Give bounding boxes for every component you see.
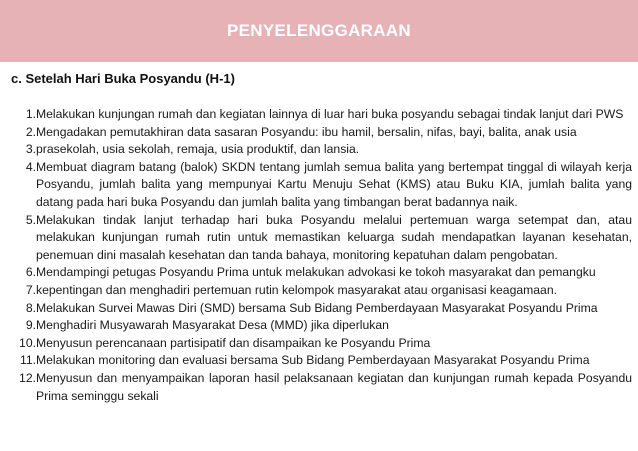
list-item: [14, 300, 632, 318]
list-item-number: 1.: [25, 107, 36, 121]
list-item-text: kepentingan dan menghadiri pertemuan rutin kelompok masyarakat atau organisasi keagamaan.: [36, 282, 557, 297]
list-item-text: Melakukan Survei Mawas Diri (SMD) bersama Sub Bidang Pemberdayaan Masyarakat Posyandu Prima: [36, 300, 598, 315]
list-item-text: prasekolah, usia sekolah, remaja, usia produktif, dan lansia.: [36, 142, 360, 157]
list-item-text: Melakukan kunjungan rumah dan kegiatan lainnya di luar hari buka posyandu sebagai tindak lanjut dari PWS: [36, 107, 624, 121]
list-item-text: Mengadakan pemutakhiran data sasaran Posyandu: ibu hamil, bersalin, nifas, bayi, balita, anak usia: [36, 124, 577, 139]
list-item-text: Membuat diagram batang (balok) SKDN tentang jumlah semua balita yang bertempat tinggal di wilayah kerja Posyandu, jumlah balita yang mempunyai Kartu Menuju Sehat (KMS) atau Buku KIA, jumlah balita yang datang pada hari buka Posyandu dan jumlah balita yang timbangan berat badannya naik.: [36, 159, 632, 209]
list-item-text: Menyusun dan menyampaikan laporan hasil pelaksanaan kegiatan dan kunjungan rumah kepada Posyandu Prima seminggu sekali: [36, 370, 632, 403]
list-item: [14, 370, 632, 405]
section-subheading: c. Setelah Hari Buka Posyandu (H-1): [11, 71, 235, 86]
list-item-number: 3.: [25, 142, 36, 157]
list-item: [14, 282, 632, 300]
list-item: [14, 335, 632, 353]
list-item: [14, 106, 632, 124]
list-item-number: 7.: [25, 282, 36, 297]
list-item-number: 8.: [25, 300, 36, 315]
list-item: [14, 159, 632, 212]
list-item: [14, 141, 632, 159]
list-item-text: Melakukan tindak lanjut terhadap hari buka Posyandu melalui pertemuan warga setempat dan, atau melakukan kunjungan rumah rutin untuk memastikan keluarga sudah mendapatkan layanan kesehatan, penemuan dini masalah kesehatan dan tanda bahaya, monitoring kepatuhan dalam pengobatan.: [36, 212, 632, 262]
activity-list: [14, 106, 632, 405]
list-item-number: 4.: [25, 159, 36, 174]
page-title: PENYELENGGARAAN: [227, 21, 411, 40]
list-item: [14, 317, 632, 335]
list-item-text: Melakukan monitoring dan evaluasi bersama Sub Bidang Pemberdayaan Masyarakat Posyandu Prima: [36, 353, 590, 368]
list-item-number: 6.: [25, 265, 36, 280]
header-bar: [0, 0, 638, 62]
list-item: [14, 352, 632, 370]
list-item: [14, 124, 632, 142]
list-item-number: 9.: [25, 318, 36, 333]
list-item-text: Mendampingi petugas Posyandu Prima untuk melakukan advokasi ke tokoh masyarakat dan pemangku: [36, 265, 596, 280]
list-item-number: 5.: [25, 212, 36, 227]
list-item-number: 2.: [25, 124, 36, 139]
list-item-number: 10.: [19, 335, 36, 350]
list-item: [14, 264, 632, 282]
list-item-text: Menyusun perencanaan partisipatif dan disampaikan ke Posyandu Prima: [36, 335, 431, 350]
list-item-number: 11.: [19, 353, 36, 368]
list-item-number: 12.: [19, 370, 36, 385]
list-item-text: Menghadiri Musyawarah Masyarakat Desa (MMD) jika diperlukan: [36, 318, 389, 333]
list-item: [14, 212, 632, 265]
